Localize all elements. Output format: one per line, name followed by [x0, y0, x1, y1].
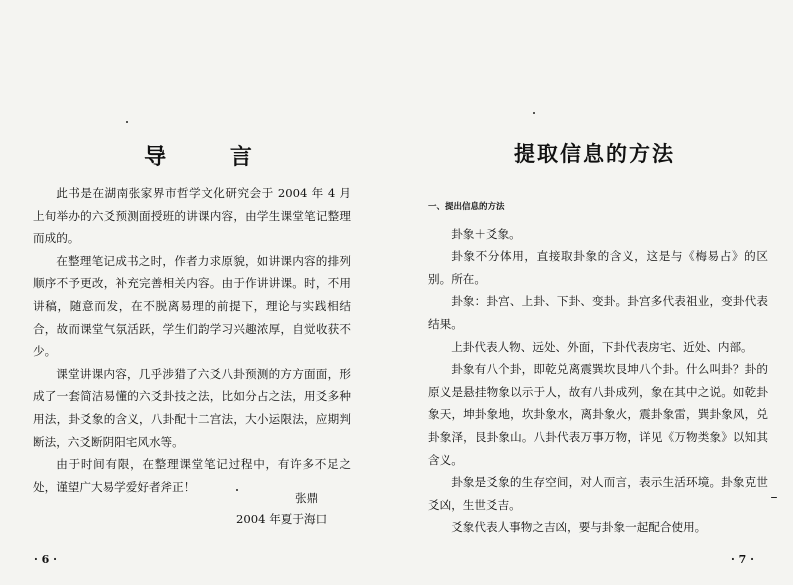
- preface-paragraph-4: 由于时间有限，在整理课堂笔记过程中，有许多不足之处，谨望广大易学爱好者斧正！: [33, 457, 351, 494]
- chapter-body: [428, 196, 768, 539]
- chapter-title: 提取信息的方法: [514, 142, 675, 166]
- page-number-left: · 6 ·: [34, 553, 57, 566]
- signature-date: 2004 年夏于海口: [236, 512, 328, 526]
- chapter-paragraph-4: 上卦代表人物、远处、外面，下卦代表房宅、近处、内部。: [451, 339, 753, 354]
- page-number-right: · 7 ·: [731, 553, 754, 566]
- scan-speck: [533, 112, 535, 114]
- left-page: [0, 0, 396, 585]
- chapter-paragraph-3: 卦象：卦宫、上卦、下卦、变卦。卦宫多代表祖业，变卦代表结果。: [428, 294, 768, 331]
- scan-speck: [771, 497, 777, 498]
- preface-paragraph-2: 在整理笔记成书之时，作者力求原貌，如讲课内容的排列顺序不予更改，补充完善相关内容。由于作讲讲课。时，不用讲稿，随意而发，在不脱离易理的前提下，理论与实践相结合，故而课堂气氛活跃，学生们韵学习兴趣浓厚，自觉收获不少。: [33, 253, 351, 359]
- preface-body: [33, 182, 351, 498]
- chapter-paragraph-7: 爻象代表人事物之吉凶，要与卦象一起配合使用。: [451, 520, 707, 535]
- section-heading: 一、提出信息的方法: [428, 202, 505, 212]
- author-signature: 张鼎: [295, 491, 319, 505]
- scan-speck: [126, 121, 128, 123]
- preface-paragraph-3: 课堂讲课内容，几乎涉猎了六爻八卦预测的方方面面，形成了一套简洁易懂的六爻卦技之法，比如分占之法，用爻多种用法，卦爻象的含义，八卦配十二宫法，大小运限法，应期判断法，六爻断阴阳宅风水等。: [33, 366, 351, 449]
- page-title: 导 言: [144, 145, 280, 170]
- preface-paragraph-1: 此书是在湖南张家界市哲学文化研究会于 2004 年 4 月上旬举办的六爻预测面授班的讲课内容，由学生课堂笔记整理而成的。: [33, 186, 351, 246]
- chapter-paragraph-1: 卦象＋爻象。: [451, 226, 521, 241]
- chapter-paragraph-5: 卦象有八个卦，即乾兑离震巽坎艮坤八个卦。什么叫卦？卦的原义是悬挂物象以示于人，故有八卦成列，象在其中之说。如乾卦象天，坤卦象地，坎卦象水，离卦象火，震卦象雷，巽卦象风，兑卦象泽，艮卦象山。八卦代表万事万物，详见《万物类象》以知其含义。: [428, 362, 768, 467]
- right-page: [396, 0, 793, 585]
- chapter-paragraph-6: 卦象是爻象的生存空间，对人而言，表示生活环境。卦象克世爻凶，生世爻吉。: [428, 475, 768, 512]
- scan-speck: [236, 489, 238, 491]
- chapter-paragraph-2: 卦象不分体用，直接取卦象的含义，这是与《梅易占》的区别。所在。: [428, 249, 768, 286]
